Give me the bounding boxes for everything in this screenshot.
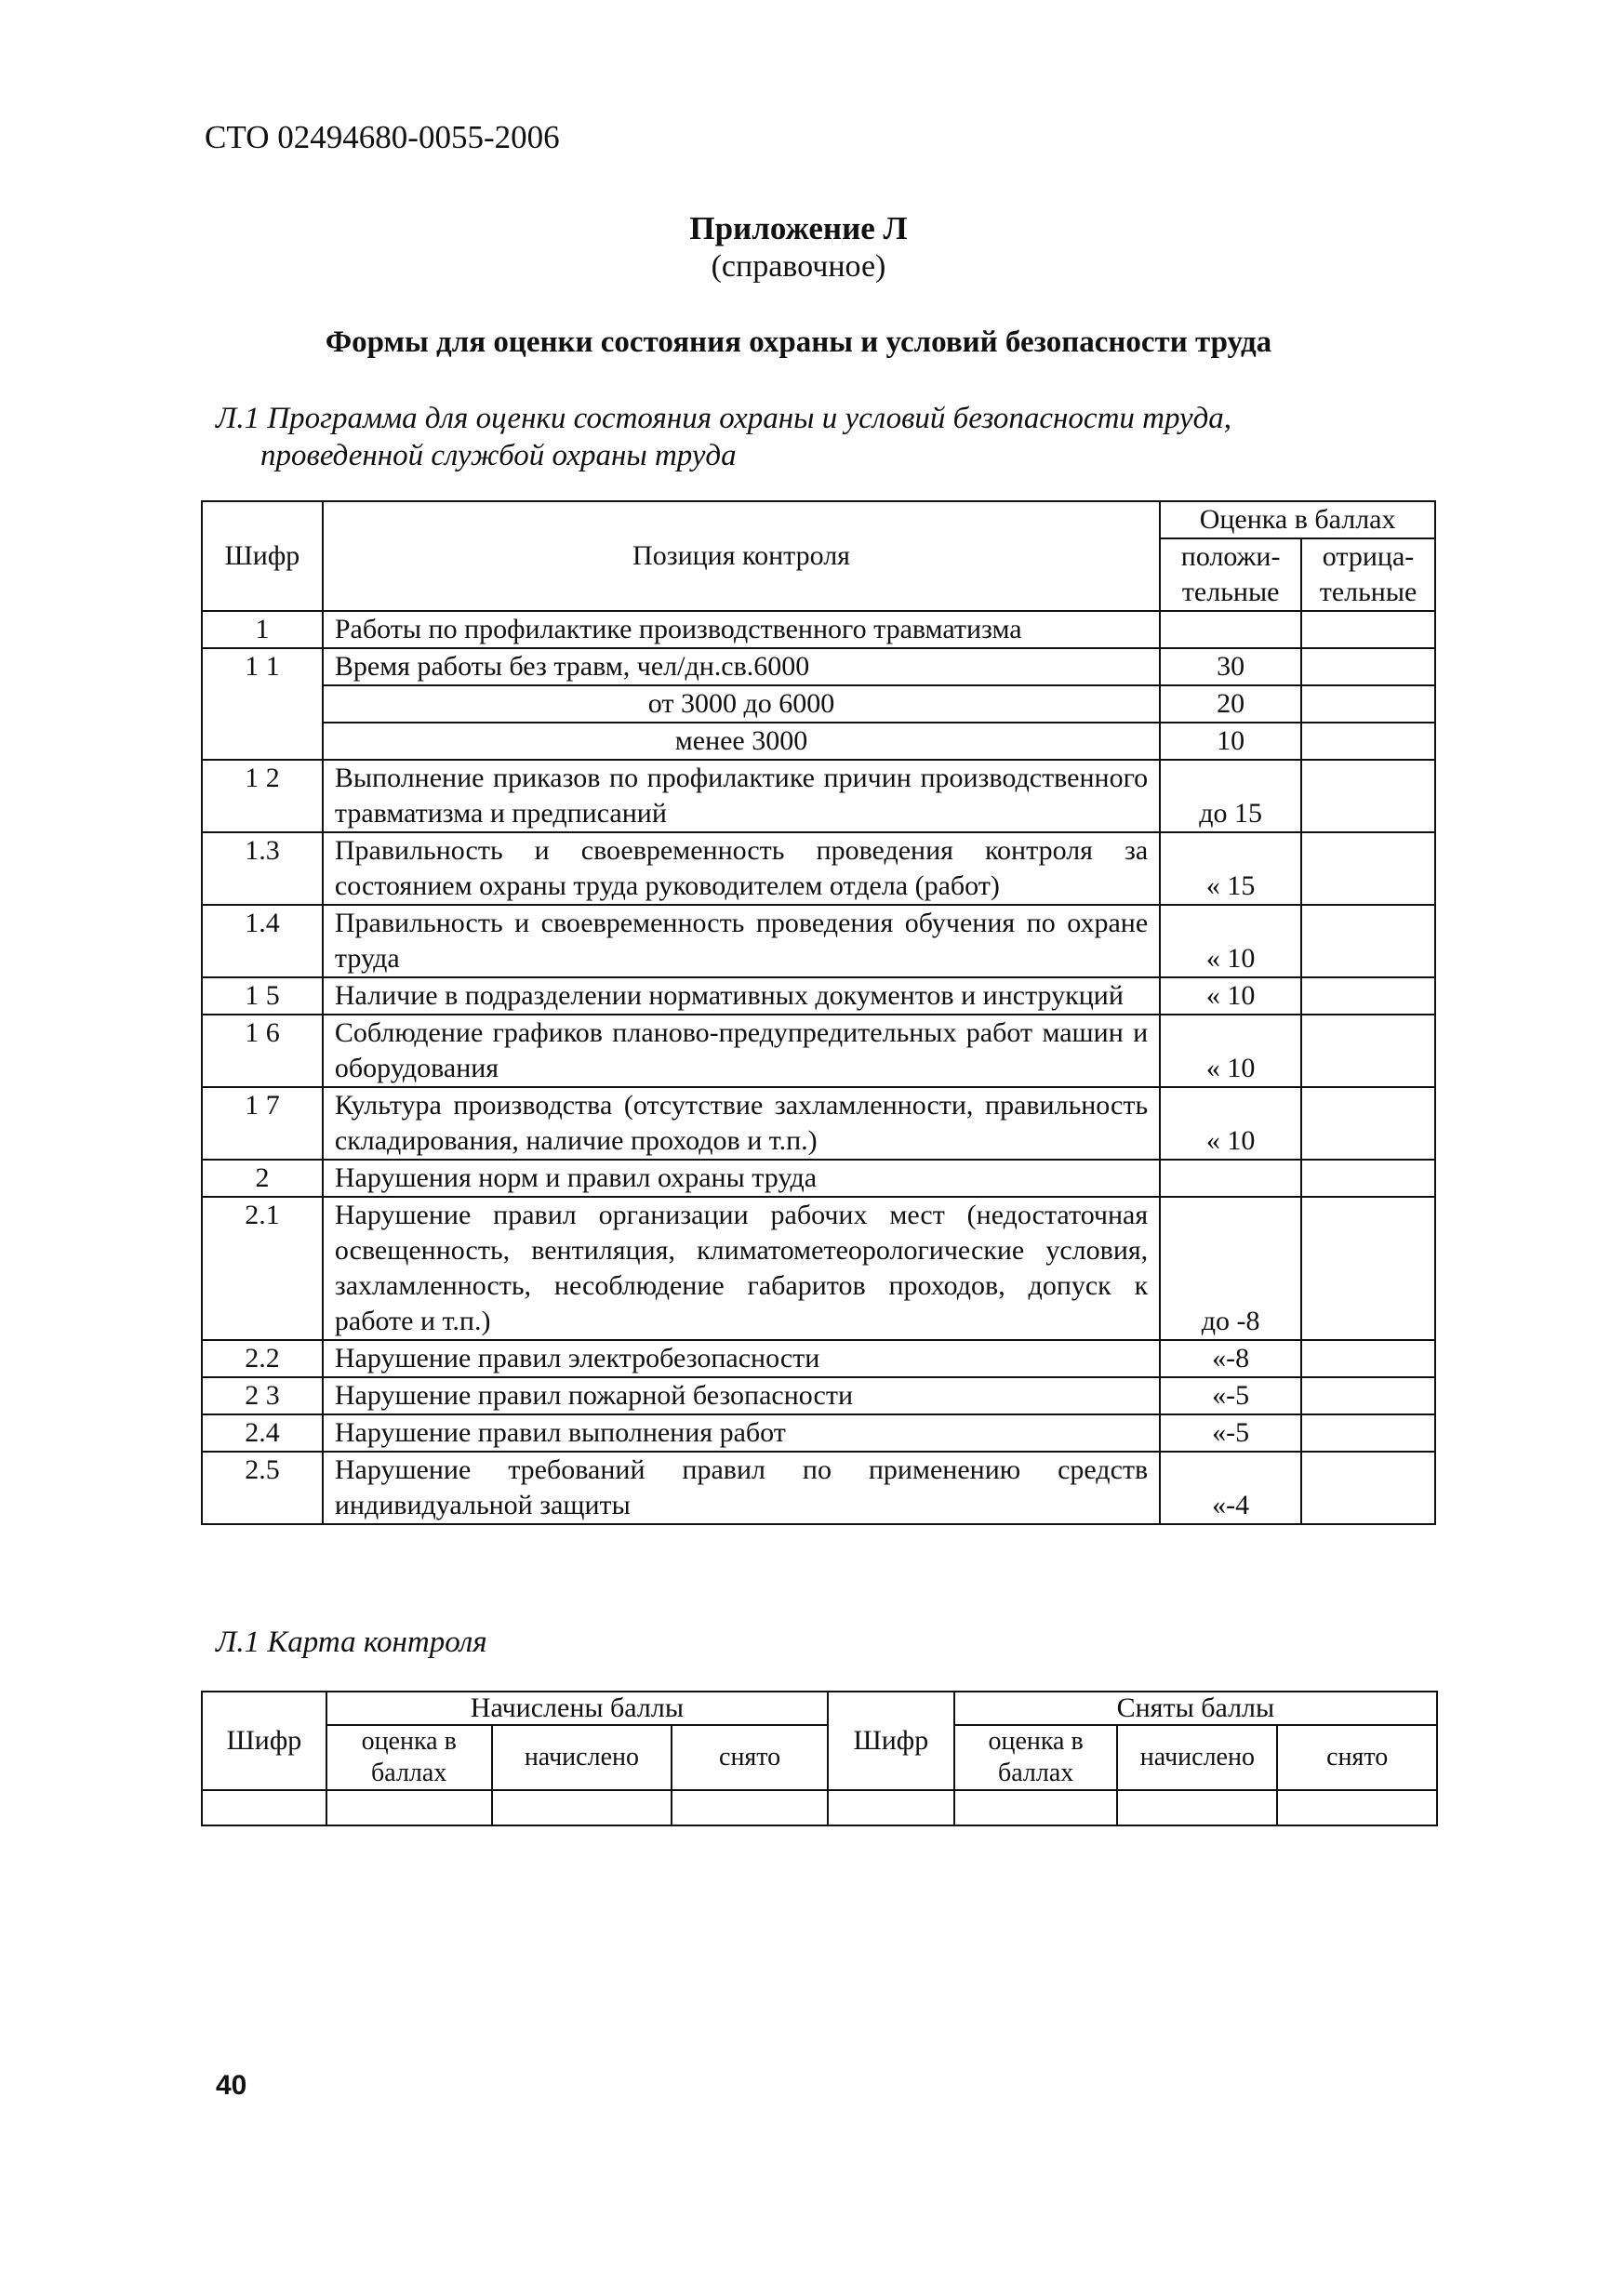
card-header-withdrawn-right: снято [1277,1725,1437,1790]
empty-cell [326,1790,492,1825]
row-positive: 30 [1160,648,1301,685]
header-score: Оценка в баллах [1160,501,1435,538]
card-header-score-left: оценка в баллах [326,1725,492,1790]
appendix-subtitle: (справочное) [711,249,886,284]
row-positive: « 15 [1160,832,1301,905]
row-negative [1301,1414,1435,1452]
row-code: 1 [202,611,323,648]
page-number: 40 [216,2070,247,2101]
forms-title: Формы для оценки состояния охраны и условий безопасности труда [325,325,1272,359]
card-header-code-right: Шифр [828,1692,954,1790]
table-row [202,1015,1435,1087]
section2-title: Л.1 Карта контроля [216,1626,487,1659]
section1-title-line1: Л.1 Программа для оценки состояния охраны и условий безопасности труда, [216,402,1232,435]
row-code: 1.4 [202,905,323,977]
row-negative [1301,760,1435,832]
section1-title-line2: проведенной службой охраны труда [260,439,737,472]
row-code: 1.3 [202,832,323,905]
row-negative [1301,611,1435,648]
header-code: Шифр [202,501,323,611]
row-position: Соблюдение графиков планово-предупредительных работ машин и оборудования [323,1015,1160,1087]
row-code: 2.4 [202,1414,323,1452]
table-row [202,611,1435,648]
row-positive: до -8 [1160,1197,1301,1340]
row-negative [1301,1197,1435,1340]
row-position: менее 3000 [323,723,1160,760]
row-position: Правильность и своевременность проведения контроля за состоянием охраны труда руководителем отдела (работ) [323,832,1160,905]
row-position: Нарушения норм и правил охраны труда [323,1160,1160,1197]
empty-cell [202,1790,326,1825]
card-header-withdrawn-left: снято [672,1725,828,1790]
row-negative [1301,723,1435,760]
row-positive: « 10 [1160,905,1301,977]
card-header-removed: Сняты баллы [954,1692,1437,1725]
table-row [202,905,1435,977]
program-table [201,500,1436,1525]
table-row [202,832,1435,905]
table-row [202,1340,1435,1377]
row-positive: 20 [1160,685,1301,723]
table-row [202,977,1435,1015]
row-positive: «-5 [1160,1377,1301,1414]
appendix-title: Приложение Л [689,210,908,246]
row-negative [1301,1340,1435,1377]
row-position: Время работы без травм, чел/дн.св.6000 [323,648,1160,685]
row-position: Нарушение правил электробезопасности [323,1340,1160,1377]
row-position: от 3000 до 6000 [323,685,1160,723]
empty-cell [828,1790,954,1825]
row-positive [1160,611,1301,648]
empty-cell [672,1790,828,1825]
row-positive: « 10 [1160,977,1301,1015]
empty-cell [1277,1790,1437,1825]
row-code: 1 2 [202,760,323,832]
row-positive: «-8 [1160,1340,1301,1377]
empty-cell [492,1790,672,1825]
row-code: 2.2 [202,1340,323,1377]
row-position: Нарушение требований правил по применению средств индивидуальной защиты [323,1452,1160,1524]
table-row [202,1160,1435,1197]
card-empty-row [202,1790,1437,1825]
row-negative [1301,905,1435,977]
row-position: Выполнение приказов по профилактике причин производственного травматизма и предписаний [323,760,1160,832]
row-negative [1301,685,1435,723]
section1-title [216,400,1231,474]
row-positive: до 15 [1160,760,1301,832]
header-position: Позиция контроля [323,501,1160,611]
card-header-accrued: Начислены баллы [326,1692,828,1725]
card-header-charged-right: начислено [1117,1725,1277,1790]
row-code: 1 6 [202,1015,323,1087]
row-negative [1301,1160,1435,1197]
row-negative [1301,832,1435,905]
row-code: 2 [202,1160,323,1197]
row-position: Культура производства (отсутствие захламленности, правильность складирования, наличие проходов и т.п.) [323,1087,1160,1160]
empty-cell [954,1790,1118,1825]
row-positive: « 10 [1160,1015,1301,1087]
table-row [202,760,1435,832]
table-row [202,685,1435,723]
card-header-code-left: Шифр [202,1692,326,1790]
card-header-score-right: оценка в баллах [954,1725,1118,1790]
row-position: Нарушение правил пожарной безопасности [323,1377,1160,1414]
table-row [202,648,1435,685]
row-code: 1 1 [202,648,323,760]
table-row [202,1452,1435,1524]
row-position: Наличие в подразделении нормативных документов и инструкций [323,977,1160,1015]
table-row [202,1087,1435,1160]
control-card-table [201,1691,1438,1826]
table-row [202,1377,1435,1414]
row-negative [1301,648,1435,685]
table-row [202,1197,1435,1340]
table-row [202,1414,1435,1452]
row-code: 2.5 [202,1452,323,1524]
row-negative [1301,1015,1435,1087]
row-negative [1301,1377,1435,1414]
row-negative [1301,977,1435,1015]
row-position: Нарушение правил выполнения работ [323,1414,1160,1452]
document-code: СТО 02494680-0055-2006 [205,119,560,155]
row-code: 1 5 [202,977,323,1015]
header-positive: положи-тельные [1160,538,1301,611]
row-code: 1 7 [202,1087,323,1160]
row-positive [1160,1160,1301,1197]
row-position: Работы по профилактике производственного травматизма [323,611,1160,648]
row-positive: «-5 [1160,1414,1301,1452]
row-code: 2 3 [202,1377,323,1414]
row-negative [1301,1087,1435,1160]
empty-cell [1117,1790,1277,1825]
row-positive: «-4 [1160,1452,1301,1524]
table-row [202,723,1435,760]
row-code: 2.1 [202,1197,323,1340]
row-negative [1301,1452,1435,1524]
header-negative: отрица-тельные [1301,538,1435,611]
row-positive: « 10 [1160,1087,1301,1160]
row-position: Правильность и своевременность проведения обучения по охране труда [323,905,1160,977]
card-header-charged-left: начислено [492,1725,672,1790]
row-positive: 10 [1160,723,1301,760]
row-position: Нарушение правил организации рабочих мест (недостаточная освещенность, вентиляция, климатометеорологические условия, захламленность, несоблюдение габаритов проходов, допуск к работе и т.п.) [323,1197,1160,1340]
